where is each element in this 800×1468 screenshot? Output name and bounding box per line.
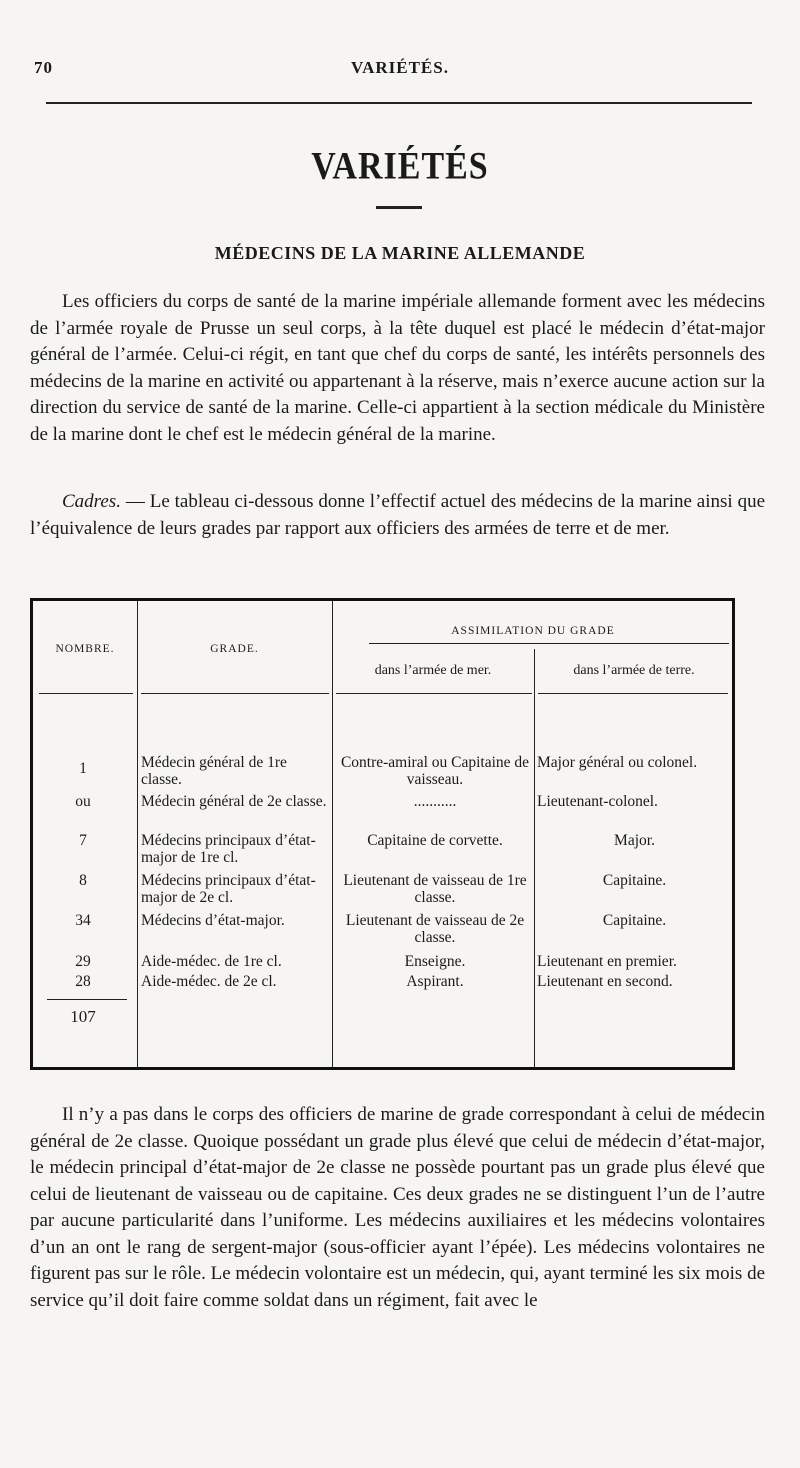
cell-grade: Aide-médec. de 1re cl. <box>141 953 282 970</box>
paragraph-2 <box>30 489 765 542</box>
cell-terre: Lieutenant en second. <box>537 973 673 990</box>
cell-nombre: 34 <box>75 912 91 929</box>
title-rule <box>376 206 422 209</box>
cell-mer: ........... <box>413 793 457 810</box>
header-rule <box>46 102 752 104</box>
article-title: MÉDECINS DE LA MARINE ALLEMANDE <box>214 243 586 263</box>
cell-nombre: 1 <box>79 760 87 777</box>
cell-mer: Lieutenant de vaisseau de 2e classe. <box>345 912 525 946</box>
cell-terre: Lieutenant en premier. <box>537 953 677 970</box>
running-head <box>34 58 766 82</box>
cell-terre: Capitaine. <box>602 912 667 929</box>
cell-nombre: ou <box>75 793 91 810</box>
header-rule <box>538 693 728 694</box>
header-assimilation: ASSIMILATION DU GRADE <box>451 625 615 637</box>
cell-grade: Aide-médec. de 2e cl. <box>141 973 277 990</box>
cell-mer: Lieutenant de vaisseau de 1re classe. <box>343 872 527 906</box>
cell-terre: Major général ou colonel. <box>537 754 698 771</box>
cell-nombre: 8 <box>79 872 87 889</box>
cell-terre: Lieutenant-colonel. <box>537 793 658 810</box>
header-mer: dans l’armée de mer. <box>374 663 492 678</box>
total-rule <box>47 999 127 1000</box>
cell-grade: Médecins d’état-major. <box>141 912 285 929</box>
header-rule <box>336 693 532 694</box>
header-grade: GRADE. <box>210 643 259 655</box>
cell-terre: Capitaine. <box>602 872 667 889</box>
cell-nombre: 7 <box>79 832 87 849</box>
header-rule <box>141 693 329 694</box>
paragraph-1: Les officiers du corps de santé de la marine impériale allemande forment avec les médecins de l’armée royale de Prusse un seul corps, à la tête duquel est placé le médecin d’état-major général de l’armée. Celui-ci régit, en tant que chef du corps de santé, les intérêts personnels des médecins de la marine en activité ou appartenant à la réserve, mais n’exerce aucune action sur la direction du service de santé de la marine. Celle-ci appartient à la section médicale du Ministère de la marine dont le chef est le médecin général de la marine. <box>30 291 765 445</box>
paragraph-2-text: — Le tableau ci-dessous donne l’effectif actuel des médecins de la marine ainsi que l’équivalence de leurs grades par rapport aux officiers des armées de terre et de mer. <box>30 491 765 539</box>
header-rule-assim <box>369 643 729 644</box>
cell-mer: Aspirant. <box>406 973 464 990</box>
ranks-table <box>30 598 735 1070</box>
cell-mer: Enseigne. <box>404 953 466 970</box>
cell-grade: Médecin général de 1re classe. <box>141 754 287 788</box>
page-number: 70 <box>34 58 53 77</box>
header-nombre: NOMBRE. <box>55 643 115 655</box>
cell-grade: Médecins principaux d’état-major de 1re cl. <box>141 832 316 866</box>
paragraph-3: Il n’y a pas dans le corps des officiers de marine de grade correspondant à celui de médecin général de 2e classe. Quoique possédant un grade plus élevé que celui de médecin d’état-major, le médecin principal d’état-major de 2e classe ne possède pourtant pas un grade plus élevé que celui de lieutenant de vaisseau ou de capitaine. Ces deux grades ne se distinguent l’un de l’autre par aucune particularité dans l’uniforme. Les médecins auxiliaires et les médecins volontaires d’un an ont le rang de sergent-major (sous-officier ayant l’épée). Les médecins volontaires ne figurent pas sur le rôle. Le médecin volontaire est un médecin, qui, ayant terminé les six mois de service qu’il doit faire comme soldat dans un régiment, fait avec le <box>30 1104 765 1311</box>
cell-nombre: 29 <box>75 953 91 970</box>
running-title: VARIÉTÉS. <box>351 58 449 77</box>
col-divider <box>534 649 535 1067</box>
cell-grade: Médecin général de 2e classe. <box>141 793 327 810</box>
cell-grade: Médecins principaux d’état-major de 2e cl. <box>141 872 316 906</box>
section-title: VARIÉTÉS <box>311 145 489 188</box>
cell-nombre: 28 <box>75 973 91 990</box>
cell-mer: Contre-amiral ou Capitaine de vaisseau. <box>340 754 530 788</box>
header-terre: dans l’armée de terre. <box>573 663 695 678</box>
col-divider <box>137 601 138 1067</box>
header-rule <box>39 693 133 694</box>
paragraph-2-lead: Cadres. <box>62 491 121 512</box>
cell-mer: Capitaine de corvette. <box>367 832 503 849</box>
cell-terre: Major. <box>614 832 655 849</box>
cell-total: 107 <box>70 1007 96 1026</box>
